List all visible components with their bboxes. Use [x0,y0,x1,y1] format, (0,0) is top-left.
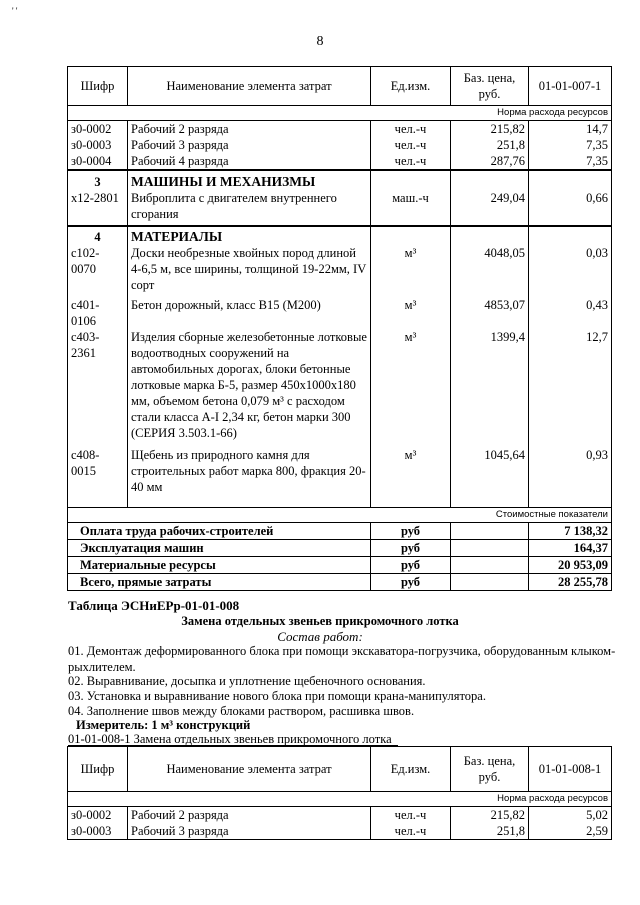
table-header-row [68,67,612,106]
work-step: 03. Установка и выравнивание нового блока при помощи крана-манипулятора. [68,689,486,703]
norm-label: Норма расхода ресурсов [68,106,612,121]
header-code: Шифр [68,67,128,106]
section-subtitle: Замена отдельных звеньев прикромочного лотка [181,614,459,628]
header-unit: Ед.изм. [371,67,451,106]
row-norm: 0,66 [529,190,612,226]
row-code: с102-0070 [68,245,128,297]
row-price: 1399,4 [451,329,529,447]
table-header-row [68,747,612,792]
cost-label: Стоимостные показатели [68,508,612,523]
row-code: з0-0003 [68,823,128,840]
cost-name: Оплата труда рабочих-строителей [68,523,371,540]
row-norm: 14,7 [529,121,612,138]
row-code: з0-0004 [68,153,128,170]
cost-label-row [68,508,612,523]
row-code: з0-0002 [68,121,128,138]
table-row [68,190,612,226]
section-machines-head [68,170,612,190]
header-code: Шифр [68,747,128,792]
row-name: Бетон дорожный, класс В15 (М200) [128,297,371,329]
row-code: з0-0002 [68,807,128,824]
table-row [68,447,612,508]
resource-table-01-01-007 [67,66,612,591]
row-price: 1045,64 [451,447,529,508]
row-unit: чел.-ч [371,121,451,138]
cost-name: Всего, прямые затраты [68,574,371,591]
row-unit: м³ [371,329,451,447]
table-row [68,137,612,153]
row-name: Щебень из природного камня для строительных работ марка 800, фракция 20-40 мм [128,447,371,508]
row-name: Доски необрезные хвойных пород длиной 4-6,5 м, все ширины, толщиной 19-22мм, IV сорт [128,245,371,297]
row-code: з0-0003 [68,137,128,153]
row-price: 4853,07 [451,297,529,329]
row-norm: 7,35 [529,153,612,170]
row-code: с408-0015 [68,447,128,508]
header-name: Наименование элемента затрат [128,747,371,792]
row-norm: 7,35 [529,137,612,153]
section-title: МАТЕРИАЛЫ [128,226,371,245]
cost-row [68,557,612,574]
scan-marks: ' ' [12,6,18,16]
row-unit: маш.-ч [371,190,451,226]
row-price: 251,8 [451,823,529,840]
cost-unit: руб [371,557,451,574]
table-row [68,823,612,840]
row-unit: м³ [371,447,451,508]
header-norm: 01-01-007-1 [529,67,612,106]
cost-value: 28 255,78 [529,574,612,591]
row-name: Рабочий 3 разряда [128,823,371,840]
composition-title: Состав работ: [277,629,363,644]
norm-label: Норма расхода ресурсов [68,792,612,807]
cost-row [68,540,612,557]
cost-row [68,523,612,540]
row-name: Рабочий 4 разряда [128,153,371,170]
table-row [68,245,612,297]
row-unit: м³ [371,297,451,329]
row-name: Рабочий 2 разряда [128,807,371,824]
row-norm: 5,02 [529,807,612,824]
cost-name: Материальные ресурсы [68,557,371,574]
row-price: 249,04 [451,190,529,226]
cost-value: 20 953,09 [529,557,612,574]
row-price: 215,82 [451,807,529,824]
table-row [68,297,612,329]
cost-unit: руб [371,523,451,540]
cost-value: 7 138,32 [529,523,612,540]
measure-unit: Измеритель: 1 м³ конструкций [76,718,251,732]
header-price: Баз. цена, руб. [451,67,529,106]
row-norm: 2,59 [529,823,612,840]
row-norm: 0,93 [529,447,612,508]
row-price: 215,82 [451,121,529,138]
row-price: 4048,05 [451,245,529,297]
row-unit: чел.-ч [371,807,451,824]
row-unit: чел.-ч [371,823,451,840]
row-name: Рабочий 3 разряда [128,137,371,153]
section-title: МАШИНЫ И МЕХАНИЗМЫ [128,170,371,190]
table-row [68,153,612,170]
work-step: 04. Заполнение швов между блоками раствором, расшивка швов. [68,704,415,718]
row-code: с401-0106 [68,297,128,329]
table-row [68,329,612,447]
norm-label-row [68,106,612,121]
row-price: 251,8 [451,137,529,153]
header-unit: Ед.изм. [371,747,451,792]
section-number: 3 [68,170,128,190]
page-number: 8 [316,34,324,49]
row-norm: 12,7 [529,329,612,447]
row-name: Рабочий 2 разряда [128,121,371,138]
table-row [68,121,612,138]
row-price: 287,76 [451,153,529,170]
header-norm: 01-01-008-1 [529,747,612,792]
row-unit: чел.-ч [371,137,451,153]
row-name: Изделия сборные железобетонные лотковые водоотводных сооружений на автомобильных дорогах, блоки бетонные лотковые марка Б-5, размер 450х1000х180 мм, объемом бетона 0,079 м³ с расходом стали класса А-I 2,34 кг, бетон марки 300 (СЕРИЯ 3.503.1-66) [128,329,371,447]
row-name: Виброплита с двигателем внутреннего сгорания [128,190,371,226]
section-number: 4 [68,226,128,245]
resource-table-01-01-008 [67,746,612,840]
row-code: с403-2361 [68,329,128,447]
work-step: 01. Демонтаж деформированного блока при помощи экскаватора-погрузчика, оборудованным клыком-рыхлителем. [68,644,616,674]
section-materials-head [68,226,612,245]
cost-unit: руб [371,574,451,591]
cost-unit: руб [371,540,451,557]
header-price: Баз. цена, руб. [451,747,529,792]
norm-label-row [68,792,612,807]
header-name: Наименование элемента затрат [128,67,371,106]
cost-value: 164,37 [529,540,612,557]
table-row [68,807,612,824]
table-title: Таблица ЭСНиЕРр-01-01-008 [68,598,240,613]
row-unit: м³ [371,245,451,297]
row-norm: 0,03 [529,245,612,297]
item-caption: 01-01-008-1 Замена отдельных звеньев прикромочного лотка [68,732,392,746]
work-step: 02. Выравнивание, досыпка и уплотнение щебеночного основания. [68,674,426,688]
cost-row [68,574,612,591]
row-norm: 0,43 [529,297,612,329]
row-code: х12-2801 [68,190,128,226]
cost-name: Эксплуатация машин [68,540,371,557]
row-unit: чел.-ч [371,153,451,170]
